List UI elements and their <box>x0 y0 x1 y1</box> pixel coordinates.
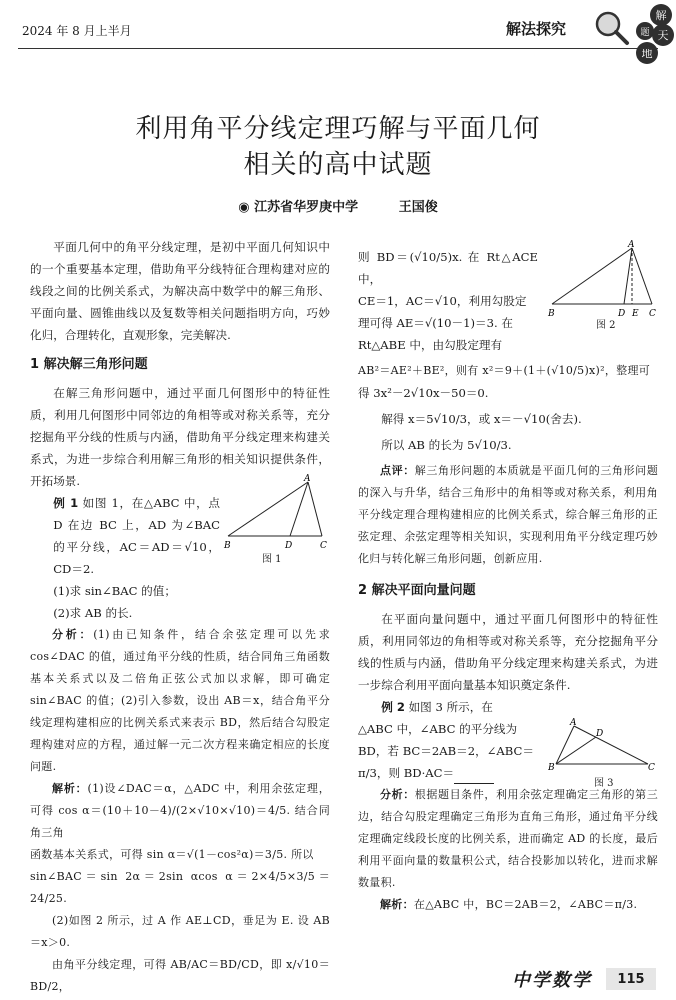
comment-text: 解三角形问题的本质就是平面几何的三角形问题的深入与升华，结合三角形中的角相等或对称关系，利用角平分线定理合理构建相应的比例关系式，综合解三角形的正弦定理、余弦定理等相关知识，实现利用角平分线定理巧妙化归与转化解三角形问题，创新应用. <box>358 464 658 565</box>
right-line-6: 得 3x²－2√10x－50＝0. <box>358 386 489 400</box>
figure-1-caption: 图 1 <box>262 554 282 565</box>
title-line-1: 利用角平分线定理巧解与平面几何 <box>135 114 541 144</box>
solution-2-label: 解析： <box>380 898 414 911</box>
analysis-2-label: 分析： <box>380 788 415 801</box>
right-column <box>358 246 658 916</box>
fig3-label-b: B <box>548 763 555 772</box>
right-line-1: 则 BD＝(√10/5)x. 在 Rt△ACE 中， <box>358 250 538 286</box>
analysis-text: (1)由已知条件，结合余弦定理可以先求 cos∠DAC 的值，通过角平分线的性质，结合同角三角函数基本关系式以及二倍角正弦公式加以求解，即可确定 sin∠BAC 的值；(2)引入参数，设出 AB＝x，结合角平分线定理构建相应的比例关系式来表示 BD，然后结合勾股定理构建对应的方程，通过解一元二次方程来确定相应的长度问题. <box>30 628 330 773</box>
fig1-label-a: A <box>304 474 311 484</box>
question-1: (1)求 sin∠BAC 的值； <box>53 584 176 598</box>
right-line-3: 理可得 AE＝√(10－1)＝3. 在 <box>358 316 513 330</box>
example-1-label: 例 1 <box>53 496 79 510</box>
author-affiliation: ◉ 江苏省华罗庚中学 <box>238 200 359 215</box>
solution-line-1: (1)设∠DAC＝α，△ADC 中，利用余弦定理，可得 cos α＝(10＋10－4)/(2×√10×√10)＝4/5. 结合同角三角 <box>30 782 331 839</box>
solution-2-text: 在△ABC 中，BC＝2AB＝2，∠ABC＝π/3. <box>413 898 638 911</box>
solution-line-3: sin∠BAC＝sin 2α＝2sin αcos α＝2×4/5×3/5＝24/25. <box>30 870 330 905</box>
fig2-label-a: A <box>628 240 635 250</box>
example-2-line-4: π/3，则 BD·AC＝ <box>358 766 455 780</box>
magnifier-icon <box>592 8 632 48</box>
left-column <box>30 236 330 998</box>
header-rule <box>18 48 658 49</box>
figure-3-caption: 图 3 <box>594 778 614 789</box>
solution-line-5: 由角平分线定理，可得 AB/AC＝BD/CD，即 x/√10＝BD/2， <box>30 958 330 993</box>
fig2-label-d: D <box>618 309 626 318</box>
right-line-2: CE＝1，AC＝√10，利用勾股定 <box>358 294 527 308</box>
page-number: 115 <box>606 968 656 990</box>
badge-ti: 题 <box>636 22 654 40</box>
answer-blank <box>454 772 494 784</box>
section-2-paragraph: 在平面向量问题中，通过平面几何图形中的特征性质，利用同邻边的角相等或对称关系等，充分挖掘角平分线的性质与内涵，借助角平分线定理来构建关系式，为进一步综合利用平面向量基本知识奠定条件. <box>358 612 658 692</box>
example-1-text: 如图 1，在△ABC 中，点 D 在边 BC 上，AD 为∠BAC 的平分线，AC＝AD＝√10，CD＝2. <box>53 496 220 576</box>
example-2-line-2: △ABC 中，∠ABC 的平分线为 <box>358 722 518 736</box>
fig1-label-d: D <box>285 541 293 551</box>
example-2-line-1: 如图 3 所示，在 <box>408 700 493 714</box>
column-name: 解法探究 <box>506 20 567 38</box>
section-1-heading: 1 解决解三角形问题 <box>30 357 148 372</box>
fig2-label-c: C <box>649 309 656 318</box>
figure-1 <box>222 472 334 564</box>
fig3-label-a: A <box>570 718 577 728</box>
analysis-label: 分析： <box>52 628 94 641</box>
badge-di: 地 <box>636 42 658 64</box>
section-2-heading: 2 解决平面向量问题 <box>358 583 476 598</box>
solution-line-2: 函数基本关系式，可得 sin α＝√(1－cos²α)＝3/5. 所以 <box>30 848 314 861</box>
right-line-8: 所以 AB 的长为 5√10/3. <box>381 438 512 452</box>
solution-label: 解析： <box>52 782 88 795</box>
right-line-5: AB²＝AE²＋BE²，则有 x²＝9＋(1＋(√10/5)x)²，整理可 <box>358 364 651 377</box>
right-line-4: Rt△ABE 中，由勾股定理有 <box>358 338 503 352</box>
example-2 <box>358 696 548 718</box>
fig3-label-d: D <box>596 729 604 739</box>
section-1-paragraph: 在解三角形问题中，通过平面几何图形中的特征性质，利用几何图形中同邻边的角相等或对称关系等，充分挖掘角平分线的性质与内涵，借助角平分线定理来构建关系式，为进一步综合利用解三角形的相关知识提供条件，开拓场景. <box>30 386 330 488</box>
solution-line-4: (2)如图 2 所示，过 A 作 AE⊥CD，垂足为 E. 设 AB＝x＞0. <box>30 914 330 949</box>
badge-tian: 天 <box>652 24 674 46</box>
right-line-7: 解得 x＝5√10/3，或 x＝－√10(舍去). <box>381 412 582 426</box>
intro-paragraph: 平面几何中的角平分线定理，是初中平面几何知识中的一个重要基本定理，借助角平分线特征合理构建对应的线段之间的比例关系式，为解决高中数学中的解三角形、平面向量、圆锥曲线以及复数等相关问题指明方向，巧妙化归，合理转化，直观形象，完美解决. <box>30 240 330 342</box>
example-2-line-3: BD，若 BC＝2AB＝2，∠ABC＝ <box>358 744 535 758</box>
fig2-label-e: E <box>632 309 639 318</box>
example-1 <box>30 492 220 580</box>
author-line <box>0 196 676 215</box>
fig1-label-b: B <box>224 541 231 551</box>
figure-2 <box>546 238 662 330</box>
author-name: 王国俊 <box>398 200 438 215</box>
badge-jie: 解 <box>650 4 672 26</box>
figure-2-caption: 图 2 <box>596 320 616 331</box>
comment-label: 点评： <box>380 464 415 477</box>
fig3-label-c: C <box>648 763 655 772</box>
fig2-label-b: B <box>548 309 555 318</box>
fig1-label-c: C <box>320 541 327 551</box>
issue-date: 2024 年 8 月上半月 <box>22 24 132 38</box>
example-2-label: 例 2 <box>381 700 405 714</box>
question-2: (2)求 AB 的长. <box>53 606 133 620</box>
figure-3 <box>548 716 658 788</box>
title-line-2: 相关的高中试题 <box>243 150 433 180</box>
footer-brand: 中学数学 <box>512 970 592 991</box>
analysis-2-text: 根据题目条件，利用余弦定理确定三角形的第三边，结合勾股定理确定三角形为直角三角形，通过角平分线定理确定线段长度的比例关系，进而确定 AD 的长度，最后利用平面向量的数量积公式，结合投影加以转化，进而求解数量积. <box>358 788 658 889</box>
